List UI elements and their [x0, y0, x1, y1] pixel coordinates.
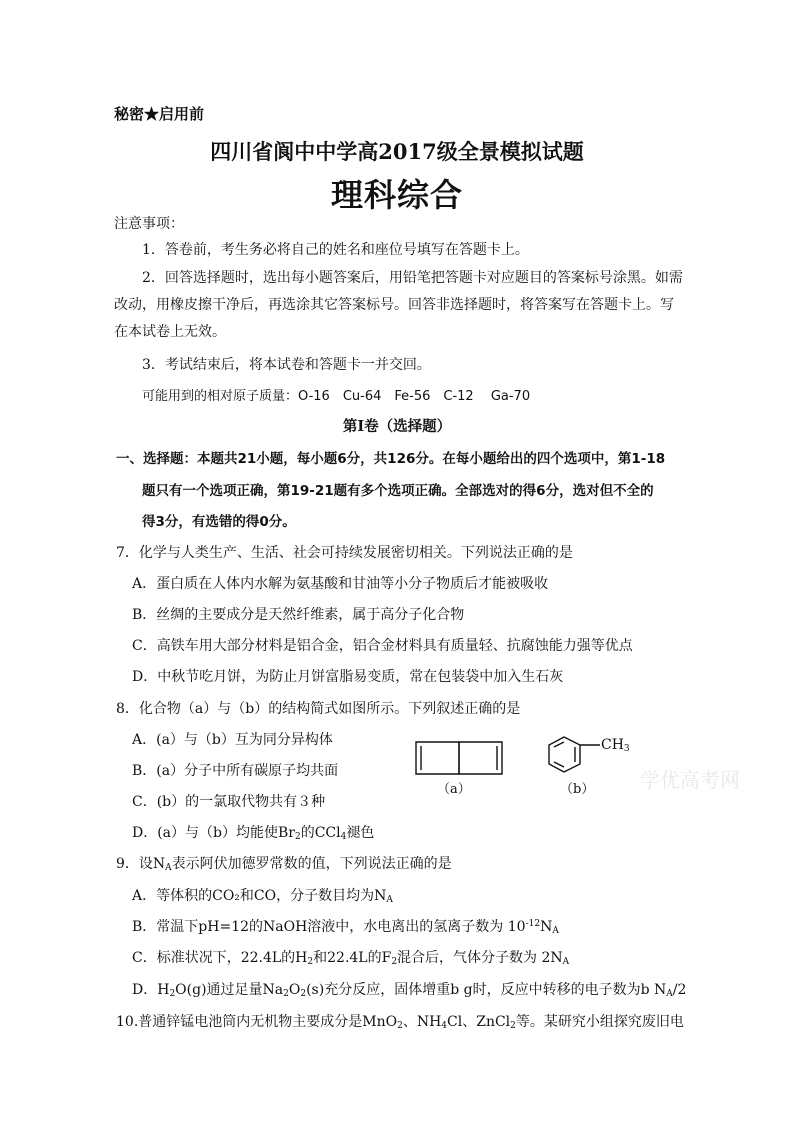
instructions-line-2: 题只有一个选项正确，第19-21题有多个选项正确。全部选对的得6分，选对但不全的	[142, 483, 654, 499]
ring-left	[416, 742, 459, 774]
molecule-a-label: （a）	[437, 782, 471, 797]
molecule-a-structure	[408, 730, 518, 780]
q9-option-d: D．$H_2O(g)$通过足量$Na_2O_2(s)$充分反应，固体增重b g时，反应中转移的电子数为b $N_A/2$	[132, 982, 687, 999]
watermark: 学优高考网	[640, 768, 740, 792]
ring-right	[459, 742, 502, 774]
q7-option-d: D．中秋节吃月饼，为防止月饼富脂易变质，常在包装袋中加入生石灰	[132, 669, 564, 685]
note-2-line-1: 2．回答选择题时，选出每小题答案后，用铅笔把答题卡对应题目的答案标号涂黑。如需	[142, 270, 683, 286]
molecule-b-structure	[546, 734, 606, 778]
notes-heading: 注意事项：	[114, 216, 184, 232]
instructions-line-3: 得3分，有选错的得0分。	[142, 514, 296, 530]
q7-option-c: C．高铁车用大部分材料是铝合金，铝合金材料具有质量轻、抗腐蚀能力强等优点	[132, 638, 633, 654]
q8-option-a: A．(a）与（b）互为同分异构体	[132, 732, 333, 748]
atomic-mass-line: 可能用到的相对原子质量：O-16 Cu-64 Fe-56 C-12 Ga-70	[142, 389, 531, 404]
section-heading: 第Ⅰ卷（选择题）	[342, 418, 452, 435]
instructions-line-1: 一、选择题：本题共21小题，每小题6分，共126分。在每小题给出的四个选项中，第1-18	[116, 451, 666, 467]
confidential-label: 秘密★启用前	[114, 105, 205, 123]
q8-stem: 8．化合物（a）与（b）的结构简式如图所示。下列叙述正确的是	[116, 701, 521, 717]
q8-option-d: D．(a）与（b）均能使$Br_2$的CCl$_4$褪色	[132, 825, 375, 842]
q7-stem: 7．化学与人类生产、生活、社会可持续发展密切相关。下列说法正确的是	[116, 545, 573, 561]
q8-option-b: B．(a）分子中所有碳原子均共面	[132, 763, 339, 779]
note-2-line-2: 改动，用橡皮擦干净后，再选涂其它答案标号。回答非选择题时，将答案写在答题卡上。写	[114, 297, 674, 313]
exam-title: 四川省阆中中学高2017级全景模拟试题	[210, 139, 584, 164]
q10-stem: 10.普通锌锰电池筒内无机物主要成分是MnO$_2$、$NH_4Cl$、ZnCl$_2$等。某研究小组探究废旧电	[116, 1014, 684, 1031]
note-1: 1．答卷前，考生务必将自己的姓名和座位号填写在答题卡上。	[142, 242, 529, 258]
note-2-line-3: 在本试卷上无效。	[114, 324, 226, 340]
q9-stem: 9．设$N_A$表示阿伏加德罗常数的值，下列说法正确的是	[116, 856, 452, 873]
q9-option-b: B．常温下pH=12的NaOH溶液中，水电离出的氢离子数为 $10^{-12}N_A$	[132, 919, 559, 936]
methyl-group-label: $CH_3$	[601, 737, 630, 754]
q7-option-a: A．蛋白质在人体内水解为氨基酸和甘油等小分子物质后才能被吸收	[132, 576, 549, 592]
note-3: 3．考试结束后，将本试卷和答题卡一并交回。	[142, 357, 431, 373]
subject-title: 理科综合	[330, 176, 463, 214]
q9-option-c: C．标准状况下，22.4L的$H_2$和22.4L的$F_2$混合后，气体分子数为 $2N_A$	[132, 950, 570, 967]
molecule-b-label: （b）	[560, 782, 595, 797]
q8-option-c: C．(b）的一氯取代物共有３种	[132, 794, 326, 810]
q9-option-a: A．等体积的CO₂和CO，分子数目均为$N_A$	[132, 888, 393, 905]
q7-option-b: B．丝绸的主要成分是天然纤维素，属于高分子化合物	[132, 607, 465, 623]
